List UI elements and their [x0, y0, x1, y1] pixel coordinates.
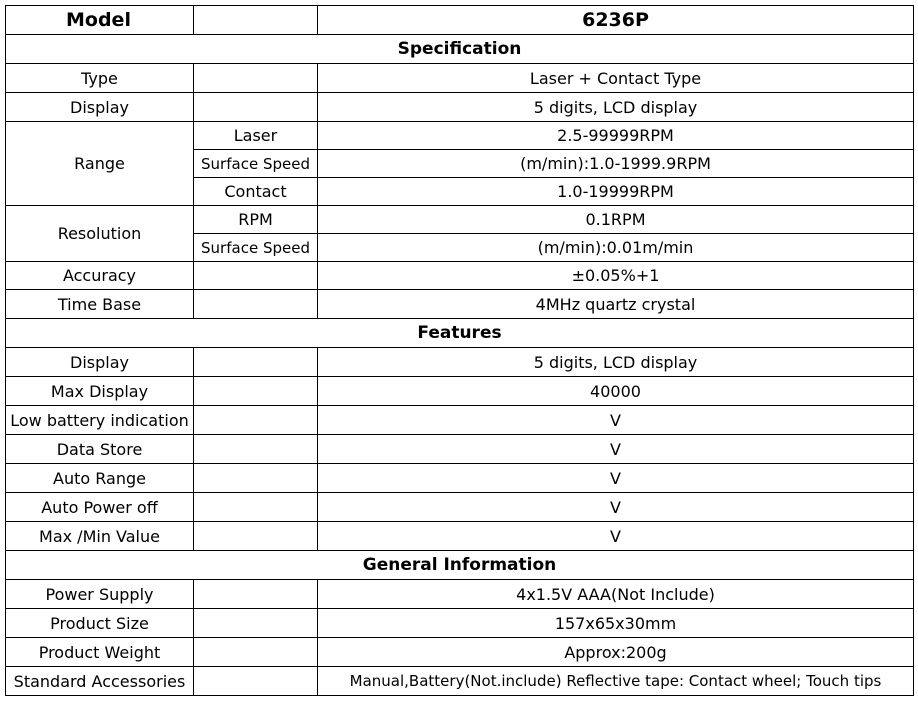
spec-resolution-rpm-label: RPM — [194, 206, 318, 234]
feature-value: 5 digits, LCD display — [318, 348, 914, 377]
feature-value: V — [318, 406, 914, 435]
table-row — [6, 93, 914, 122]
spec-range-surface-value: (m/min):1.0-1999.9RPM — [318, 150, 914, 178]
feature-value: V — [318, 522, 914, 551]
section-specification: Specification — [6, 35, 914, 64]
table-row — [6, 609, 914, 638]
spec-accuracy-value: ±0.05%+1 — [318, 262, 914, 290]
spec-resolution-surface-label: Surface Speed — [194, 234, 318, 262]
model-label: Model — [6, 6, 194, 35]
spec-range-contact-value: 1.0-19999RPM — [318, 178, 914, 206]
feature-value: 40000 — [318, 377, 914, 406]
feature-value: V — [318, 493, 914, 522]
empty-cell — [194, 290, 318, 319]
empty-cell — [194, 522, 318, 551]
table-row — [6, 435, 914, 464]
section-header-row — [6, 319, 914, 348]
spec-range-surface-label: Surface Speed — [194, 150, 318, 178]
empty-cell — [194, 464, 318, 493]
table-row — [6, 580, 914, 609]
table-row — [6, 206, 914, 234]
model-value: 6236P — [318, 6, 914, 35]
table-row — [6, 667, 914, 696]
section-header-row — [6, 35, 914, 64]
empty-cell — [194, 64, 318, 93]
table-row — [6, 464, 914, 493]
table-row — [6, 348, 914, 377]
empty-cell — [194, 609, 318, 638]
spec-range-laser-value: 2.5-99999RPM — [318, 122, 914, 150]
feature-label: Auto Power off — [6, 493, 194, 522]
feature-label: Max /Min Value — [6, 522, 194, 551]
table-row — [6, 522, 914, 551]
empty-cell — [194, 6, 318, 35]
spec-range-laser-label: Laser — [194, 122, 318, 150]
empty-cell — [194, 348, 318, 377]
feature-value: V — [318, 464, 914, 493]
feature-label: Display — [6, 348, 194, 377]
general-value: Approx:200g — [318, 638, 914, 667]
section-features: Features — [6, 319, 914, 348]
empty-cell — [194, 493, 318, 522]
spec-display-label: Display — [6, 93, 194, 122]
spec-resolution-surface-value: (m/min):0.01m/min — [318, 234, 914, 262]
general-value: 4x1.5V AAA(Not Include) — [318, 580, 914, 609]
section-header-row — [6, 551, 914, 580]
empty-cell — [194, 435, 318, 464]
empty-cell — [194, 262, 318, 290]
feature-label: Low battery indication — [6, 406, 194, 435]
general-label: Product Size — [6, 609, 194, 638]
feature-label: Auto Range — [6, 464, 194, 493]
table-row — [6, 377, 914, 406]
table-row — [6, 262, 914, 290]
empty-cell — [194, 377, 318, 406]
spec-resolution-label: Resolution — [6, 206, 194, 262]
spec-type-value: Laser + Contact Type — [318, 64, 914, 93]
empty-cell — [194, 93, 318, 122]
empty-cell — [194, 638, 318, 667]
spec-timebase-value: 4MHz quartz crystal — [318, 290, 914, 319]
empty-cell — [194, 580, 318, 609]
spec-table — [5, 5, 914, 696]
spec-display-value: 5 digits, LCD display — [318, 93, 914, 122]
table-row — [6, 493, 914, 522]
table-row — [6, 638, 914, 667]
empty-cell — [194, 406, 318, 435]
table-row — [6, 290, 914, 319]
table-row — [6, 64, 914, 93]
general-value: Manual,Battery(Not.include) Reflective tape: Contact wheel; Touch tips — [318, 667, 914, 696]
table-row — [6, 122, 914, 150]
general-value: 157x65x30mm — [318, 609, 914, 638]
feature-label: Data Store — [6, 435, 194, 464]
general-label: Power Supply — [6, 580, 194, 609]
empty-cell — [194, 667, 318, 696]
table-row — [6, 406, 914, 435]
spec-accuracy-label: Accuracy — [6, 262, 194, 290]
model-row — [6, 6, 914, 35]
spec-range-label: Range — [6, 122, 194, 206]
feature-value: V — [318, 435, 914, 464]
spec-resolution-rpm-value: 0.1RPM — [318, 206, 914, 234]
general-label: Product Weight — [6, 638, 194, 667]
feature-label: Max Display — [6, 377, 194, 406]
spec-timebase-label: Time Base — [6, 290, 194, 319]
spec-range-contact-label: Contact — [194, 178, 318, 206]
section-general: General Information — [6, 551, 914, 580]
general-label: Standard Accessories — [6, 667, 194, 696]
spec-type-label: Type — [6, 64, 194, 93]
